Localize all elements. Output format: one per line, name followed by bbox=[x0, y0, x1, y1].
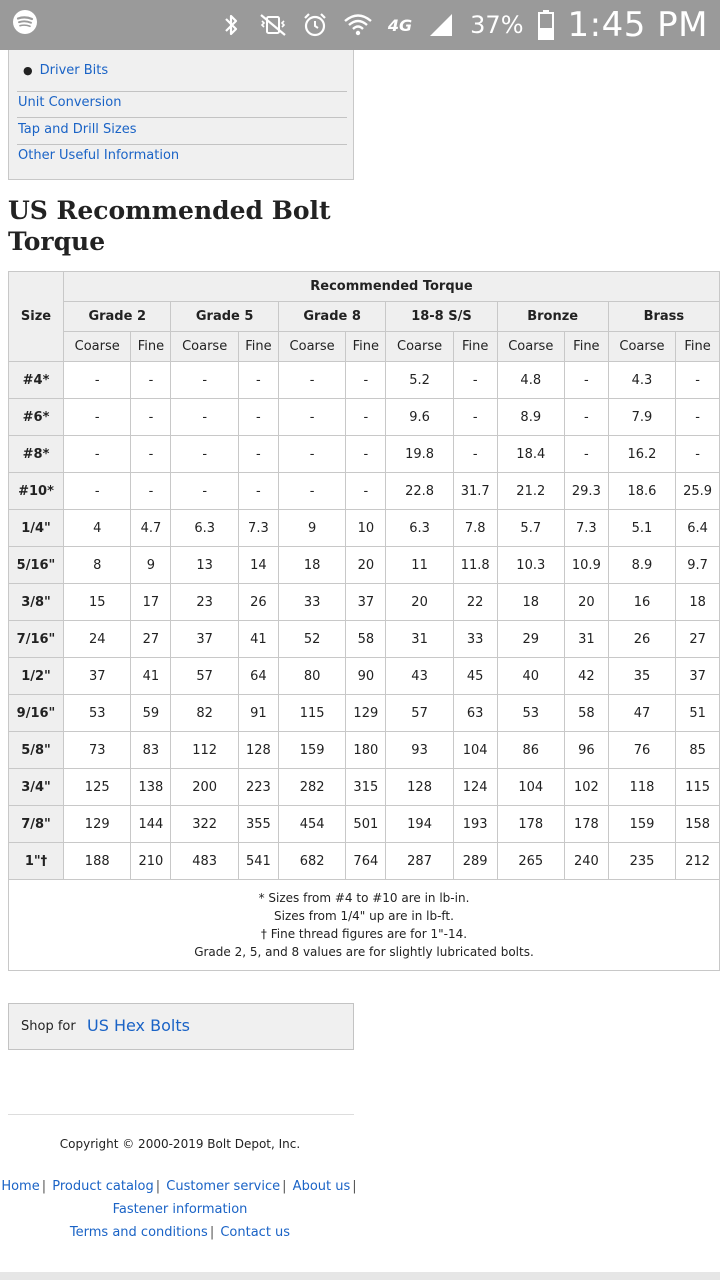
torque-cell: - bbox=[131, 436, 171, 473]
torque-cell: 5.2 bbox=[386, 362, 453, 399]
torque-cell: 31 bbox=[386, 621, 453, 658]
torque-cell: 90 bbox=[346, 658, 386, 695]
torque-cell: 223 bbox=[238, 769, 278, 806]
torque-cell: 188 bbox=[64, 843, 131, 880]
torque-cell: 18.4 bbox=[497, 436, 564, 473]
torque-cell: 7.9 bbox=[608, 399, 675, 436]
torque-cell: 9 bbox=[278, 510, 345, 547]
torque-cell: 53 bbox=[497, 695, 564, 732]
torque-cell: - bbox=[64, 399, 131, 436]
torque-cell: 764 bbox=[346, 843, 386, 880]
torque-cell: 29.3 bbox=[564, 473, 608, 510]
torque-cell: 104 bbox=[453, 732, 497, 769]
torque-cell: - bbox=[131, 399, 171, 436]
torque-cell: 8 bbox=[64, 547, 131, 584]
footer-link-contact[interactable]: Contact us bbox=[220, 1225, 291, 1240]
shop-us-hex-bolts-link[interactable]: US Hex Bolts bbox=[87, 1016, 190, 1035]
torque-cell: - bbox=[676, 362, 720, 399]
divider bbox=[17, 91, 347, 92]
wifi-icon bbox=[342, 12, 374, 38]
torque-cell: 40 bbox=[497, 658, 564, 695]
torque-cell: 355 bbox=[238, 806, 278, 843]
separator: | bbox=[209, 1225, 215, 1240]
nav-link-other-info[interactable]: Other Useful Information bbox=[18, 148, 180, 163]
footer-link-product-catalog[interactable]: Product catalog bbox=[52, 1179, 154, 1194]
torque-cell: 200 bbox=[171, 769, 238, 806]
coarse-header: Coarse bbox=[171, 332, 238, 362]
size-cell: #6* bbox=[9, 399, 64, 436]
table-notes bbox=[9, 880, 720, 971]
torque-cell: - bbox=[238, 362, 278, 399]
size-cell: 5/16" bbox=[9, 547, 64, 584]
torque-cell: 178 bbox=[497, 806, 564, 843]
torque-cell: - bbox=[564, 362, 608, 399]
torque-cell: 9.7 bbox=[676, 547, 720, 584]
torque-cell: 7.3 bbox=[564, 510, 608, 547]
torque-cell: 20 bbox=[564, 584, 608, 621]
divider bbox=[17, 144, 347, 145]
torque-cell: 129 bbox=[64, 806, 131, 843]
footer-links bbox=[0, 1175, 360, 1244]
torque-cell: - bbox=[564, 399, 608, 436]
battery-percent: 37% bbox=[470, 11, 524, 39]
torque-cell: 37 bbox=[346, 584, 386, 621]
note-line: Sizes from 1/4" up are in lb-ft. bbox=[274, 909, 454, 923]
fine-header: Fine bbox=[238, 332, 278, 362]
torque-cell: 47 bbox=[608, 695, 675, 732]
torque-cell: 193 bbox=[453, 806, 497, 843]
torque-cell: - bbox=[171, 399, 238, 436]
torque-cell: 158 bbox=[676, 806, 720, 843]
torque-table bbox=[8, 271, 720, 971]
torque-cell: 53 bbox=[64, 695, 131, 732]
grade-header: 18-8 S/S bbox=[386, 302, 497, 332]
torque-cell: 25.9 bbox=[676, 473, 720, 510]
torque-cell: 31 bbox=[564, 621, 608, 658]
torque-cell: - bbox=[453, 362, 497, 399]
network-type: 4G bbox=[387, 15, 413, 35]
torque-cell: 42 bbox=[564, 658, 608, 695]
torque-cell: 10 bbox=[346, 510, 386, 547]
nav-link-tap-drill-sizes[interactable]: Tap and Drill Sizes bbox=[18, 122, 137, 137]
torque-cell: 64 bbox=[238, 658, 278, 695]
fine-header: Fine bbox=[346, 332, 386, 362]
torque-cell: 11 bbox=[386, 547, 453, 584]
torque-cell: - bbox=[278, 362, 345, 399]
size-cell: #10* bbox=[9, 473, 64, 510]
table-row bbox=[9, 769, 720, 806]
torque-cell: - bbox=[238, 436, 278, 473]
torque-cell: - bbox=[278, 399, 345, 436]
divider bbox=[17, 117, 347, 118]
note-line: * Sizes from #4 to #10 are in lb-in. bbox=[258, 891, 470, 905]
torque-cell: - bbox=[564, 436, 608, 473]
coarse-header: Coarse bbox=[278, 332, 345, 362]
size-cell: 5/8" bbox=[9, 732, 64, 769]
separator: | bbox=[41, 1179, 47, 1194]
size-cell: 1/2" bbox=[9, 658, 64, 695]
torque-cell: 86 bbox=[497, 732, 564, 769]
torque-cell: 27 bbox=[676, 621, 720, 658]
bluetooth-icon bbox=[218, 12, 244, 38]
torque-cell: 7.3 bbox=[238, 510, 278, 547]
torque-cell: - bbox=[64, 362, 131, 399]
torque-cell: 10.9 bbox=[564, 547, 608, 584]
size-cell: 3/8" bbox=[9, 584, 64, 621]
torque-cell: 18.6 bbox=[608, 473, 675, 510]
coarse-header: Coarse bbox=[608, 332, 675, 362]
torque-cell: - bbox=[131, 473, 171, 510]
table-row bbox=[9, 510, 720, 547]
torque-cell: 180 bbox=[346, 732, 386, 769]
torque-cell: - bbox=[278, 473, 345, 510]
torque-cell: 454 bbox=[278, 806, 345, 843]
torque-cell: 17 bbox=[131, 584, 171, 621]
torque-cell: - bbox=[676, 436, 720, 473]
torque-cell: - bbox=[64, 436, 131, 473]
torque-cell: 212 bbox=[676, 843, 720, 880]
grade-header: Brass bbox=[608, 302, 719, 332]
torque-cell: 18 bbox=[278, 547, 345, 584]
clock: 1:45 PM bbox=[567, 5, 708, 45]
torque-cell: 4 bbox=[64, 510, 131, 547]
torque-cell: - bbox=[676, 399, 720, 436]
footer-link-terms[interactable]: Terms and conditions bbox=[69, 1225, 208, 1240]
torque-cell: 24 bbox=[64, 621, 131, 658]
torque-cell: 483 bbox=[171, 843, 238, 880]
torque-cell: 8.9 bbox=[497, 399, 564, 436]
torque-cell: 159 bbox=[278, 732, 345, 769]
torque-cell: 6.3 bbox=[386, 510, 453, 547]
torque-cell: 29 bbox=[497, 621, 564, 658]
torque-cell: 129 bbox=[346, 695, 386, 732]
torque-cell: 128 bbox=[386, 769, 453, 806]
size-cell: 7/16" bbox=[9, 621, 64, 658]
table-row bbox=[9, 436, 720, 473]
torque-cell: - bbox=[278, 436, 345, 473]
nav-item-driver-bits[interactable] bbox=[23, 63, 108, 78]
separator: | bbox=[155, 1179, 161, 1194]
torque-cell: 18 bbox=[497, 584, 564, 621]
torque-cell: 96 bbox=[564, 732, 608, 769]
torque-cell: - bbox=[171, 436, 238, 473]
recommended-torque-header: Recommended Torque bbox=[64, 272, 720, 302]
torque-cell: 22 bbox=[453, 584, 497, 621]
coarse-header: Coarse bbox=[386, 332, 453, 362]
torque-cell: 265 bbox=[497, 843, 564, 880]
torque-cell: - bbox=[346, 473, 386, 510]
torque-cell: 5.1 bbox=[608, 510, 675, 547]
torque-cell: 682 bbox=[278, 843, 345, 880]
divider bbox=[8, 1114, 354, 1115]
torque-cell: 51 bbox=[676, 695, 720, 732]
fine-header: Fine bbox=[453, 332, 497, 362]
torque-cell: 210 bbox=[131, 843, 171, 880]
torque-cell: - bbox=[346, 362, 386, 399]
torque-cell: - bbox=[238, 399, 278, 436]
torque-cell: 13 bbox=[171, 547, 238, 584]
torque-cell: 115 bbox=[278, 695, 345, 732]
torque-cell: 57 bbox=[171, 658, 238, 695]
torque-cell: 82 bbox=[171, 695, 238, 732]
torque-cell: 16 bbox=[608, 584, 675, 621]
torque-cell: 8.9 bbox=[608, 547, 675, 584]
torque-cell: 194 bbox=[386, 806, 453, 843]
torque-cell: 76 bbox=[608, 732, 675, 769]
torque-cell: 235 bbox=[608, 843, 675, 880]
torque-cell: 9 bbox=[131, 547, 171, 584]
torque-cell: 11.8 bbox=[453, 547, 497, 584]
torque-cell: 104 bbox=[497, 769, 564, 806]
torque-cell: - bbox=[64, 473, 131, 510]
torque-cell: 58 bbox=[346, 621, 386, 658]
torque-cell: 93 bbox=[386, 732, 453, 769]
size-cell: 1"† bbox=[9, 843, 64, 880]
separator: | bbox=[352, 1179, 357, 1194]
fine-header: Fine bbox=[131, 332, 171, 362]
torque-cell: - bbox=[453, 399, 497, 436]
spotify-icon bbox=[12, 9, 38, 35]
torque-cell: 9.6 bbox=[386, 399, 453, 436]
torque-cell: 58 bbox=[564, 695, 608, 732]
torque-cell: 91 bbox=[238, 695, 278, 732]
torque-cell: 10.3 bbox=[497, 547, 564, 584]
torque-cell: 26 bbox=[608, 621, 675, 658]
torque-cell: 15 bbox=[64, 584, 131, 621]
signal-icon bbox=[426, 12, 456, 38]
bottom-edge bbox=[0, 1272, 720, 1280]
size-cell: #8* bbox=[9, 436, 64, 473]
torque-cell: 41 bbox=[238, 621, 278, 658]
torque-cell: 59 bbox=[131, 695, 171, 732]
torque-cell: 501 bbox=[346, 806, 386, 843]
torque-cell: 52 bbox=[278, 621, 345, 658]
torque-cell: 73 bbox=[64, 732, 131, 769]
table-row bbox=[9, 695, 720, 732]
torque-cell: 4.8 bbox=[497, 362, 564, 399]
table-row bbox=[9, 843, 720, 880]
torque-cell: 541 bbox=[238, 843, 278, 880]
note-line: Grade 2, 5, and 8 values are for slightly lubricated bolts. bbox=[194, 945, 534, 959]
footer-link-home[interactable]: Home bbox=[1, 1179, 40, 1194]
torque-cell: 7.8 bbox=[453, 510, 497, 547]
torque-cell: 63 bbox=[453, 695, 497, 732]
torque-cell: 4.3 bbox=[608, 362, 675, 399]
size-cell: #4* bbox=[9, 362, 64, 399]
torque-cell: 23 bbox=[171, 584, 238, 621]
nav-item-label: Driver Bits bbox=[39, 63, 109, 78]
torque-cell: 45 bbox=[453, 658, 497, 695]
nav-link-unit-conversion[interactable]: Unit Conversion bbox=[18, 95, 122, 110]
table-row bbox=[9, 547, 720, 584]
torque-cell: 159 bbox=[608, 806, 675, 843]
torque-cell: 31.7 bbox=[453, 473, 497, 510]
torque-cell: 33 bbox=[453, 621, 497, 658]
torque-cell: 22.8 bbox=[386, 473, 453, 510]
size-cell: 7/8" bbox=[9, 806, 64, 843]
torque-cell: 118 bbox=[608, 769, 675, 806]
torque-cell: 16.2 bbox=[608, 436, 675, 473]
torque-cell: 85 bbox=[676, 732, 720, 769]
torque-cell: 124 bbox=[453, 769, 497, 806]
torque-cell: 240 bbox=[564, 843, 608, 880]
torque-cell: 138 bbox=[131, 769, 171, 806]
torque-cell: 115 bbox=[676, 769, 720, 806]
torque-cell: 289 bbox=[453, 843, 497, 880]
table-row bbox=[9, 658, 720, 695]
torque-cell: 112 bbox=[171, 732, 238, 769]
torque-cell: 33 bbox=[278, 584, 345, 621]
table-row bbox=[9, 362, 720, 399]
torque-cell: 41 bbox=[131, 658, 171, 695]
side-nav bbox=[8, 50, 354, 180]
shop-label: Shop for bbox=[21, 1019, 76, 1034]
grade-header: Bronze bbox=[497, 302, 608, 332]
torque-cell: 83 bbox=[131, 732, 171, 769]
torque-cell: 315 bbox=[346, 769, 386, 806]
bullet-icon: ● bbox=[23, 64, 33, 77]
torque-cell: - bbox=[346, 436, 386, 473]
torque-cell: 6.3 bbox=[171, 510, 238, 547]
table-row bbox=[9, 621, 720, 658]
torque-cell: 19.8 bbox=[386, 436, 453, 473]
torque-cell: 26 bbox=[238, 584, 278, 621]
torque-cell: 322 bbox=[171, 806, 238, 843]
table-row bbox=[9, 806, 720, 843]
torque-cell: 144 bbox=[131, 806, 171, 843]
fine-header: Fine bbox=[564, 332, 608, 362]
footer-link-customer-service[interactable]: Customer service bbox=[166, 1179, 281, 1194]
vibrate-mute-icon bbox=[258, 12, 288, 38]
separator: | bbox=[282, 1179, 287, 1194]
page-title: US Recommended Bolt Torque bbox=[8, 196, 331, 256]
torque-cell: 37 bbox=[676, 658, 720, 695]
table-row bbox=[9, 732, 720, 769]
grade-header: Grade 2 bbox=[64, 302, 171, 332]
torque-cell: - bbox=[453, 436, 497, 473]
footer-link-fastener-info[interactable]: Fastener information bbox=[112, 1202, 248, 1217]
torque-cell: 43 bbox=[386, 658, 453, 695]
size-cell: 3/4" bbox=[9, 769, 64, 806]
size-cell: 1/4" bbox=[9, 510, 64, 547]
fine-header: Fine bbox=[676, 332, 720, 362]
battery-icon bbox=[538, 10, 554, 40]
alarm-icon bbox=[302, 12, 328, 38]
torque-cell: - bbox=[131, 362, 171, 399]
table-row bbox=[9, 584, 720, 621]
torque-cell: 287 bbox=[386, 843, 453, 880]
size-cell: 9/16" bbox=[9, 695, 64, 732]
grade-header: Grade 8 bbox=[278, 302, 385, 332]
grade-header: Grade 5 bbox=[171, 302, 278, 332]
torque-cell: 14 bbox=[238, 547, 278, 584]
torque-cell: 27 bbox=[131, 621, 171, 658]
torque-cell: 5.7 bbox=[497, 510, 564, 547]
copyright: Copyright © 2000-2019 Bolt Depot, Inc. bbox=[59, 1137, 301, 1151]
torque-cell: 57 bbox=[386, 695, 453, 732]
torque-cell: 282 bbox=[278, 769, 345, 806]
table-row bbox=[9, 399, 720, 436]
coarse-header: Coarse bbox=[64, 332, 131, 362]
torque-cell: 6.4 bbox=[676, 510, 720, 547]
torque-cell: 178 bbox=[564, 806, 608, 843]
torque-cell: 128 bbox=[238, 732, 278, 769]
torque-cell: 18 bbox=[676, 584, 720, 621]
table-row bbox=[9, 473, 720, 510]
size-header: Size bbox=[9, 272, 64, 362]
torque-cell: - bbox=[238, 473, 278, 510]
torque-cell: - bbox=[171, 473, 238, 510]
torque-cell: 102 bbox=[564, 769, 608, 806]
torque-cell: 125 bbox=[64, 769, 131, 806]
shop-box bbox=[8, 1003, 354, 1050]
torque-cell: 21.2 bbox=[497, 473, 564, 510]
torque-cell: 80 bbox=[278, 658, 345, 695]
torque-cell: 35 bbox=[608, 658, 675, 695]
torque-cell: - bbox=[346, 399, 386, 436]
coarse-header: Coarse bbox=[497, 332, 564, 362]
torque-cell: - bbox=[171, 362, 238, 399]
torque-cell: 4.7 bbox=[131, 510, 171, 547]
torque-cell: 37 bbox=[64, 658, 131, 695]
footer-link-about-us[interactable]: About us bbox=[292, 1179, 351, 1194]
torque-cell: 20 bbox=[386, 584, 453, 621]
note-line: † Fine thread figures are for 1"-14. bbox=[260, 927, 468, 941]
torque-cell: 37 bbox=[171, 621, 238, 658]
torque-cell: 20 bbox=[346, 547, 386, 584]
status-bar bbox=[0, 0, 720, 50]
